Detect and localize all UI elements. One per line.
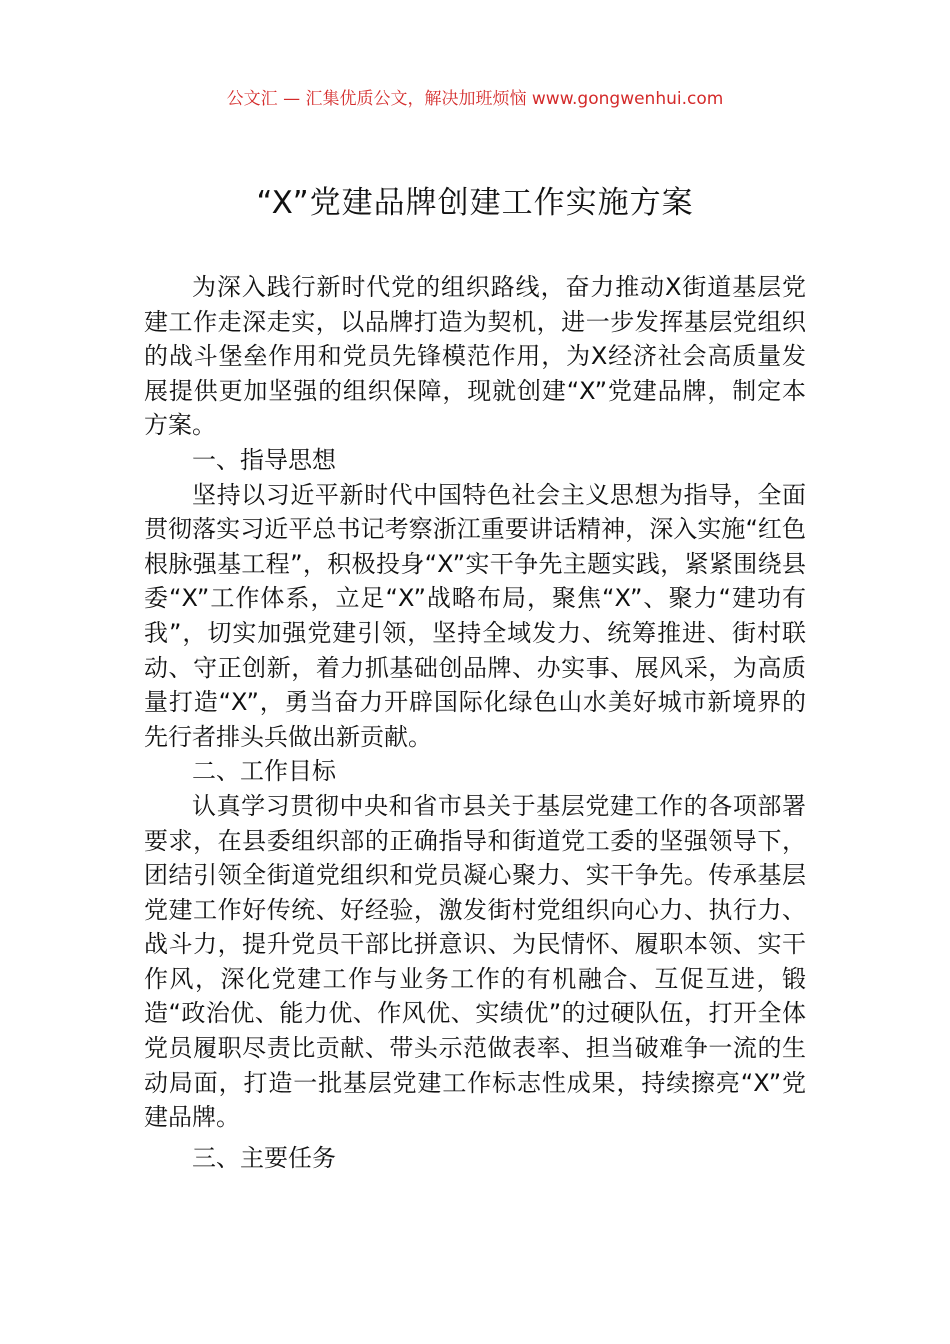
section-heading-guiding-thought: 一、指导思想 <box>192 445 336 474</box>
section-heading-main-tasks: 三、主要任务 <box>192 1143 336 1172</box>
document-body <box>144 270 806 1175</box>
work-goals-paragraph: 认真学习贯彻中央和省市县关于基层党建工作的各项部署要求，在县委组织部的正确指导和街道党工委的坚强领导下，团结引领全街道党组织和党员凝心聚力、实干争先。传承基层党建工作好传统、好经验，激发街村党组织向心力、执行力、战斗力，提升党员干部比拼意识、为民情怀、履职本领、实干作风，深化党建工作与业务工作的有机融合、互促互进，锻造“政治优、能力优、作风优、实绩优”的过硬队伍，打开全体党员履职尽责比贡献、带头示范做表率、担当破难争一流的生动局面，打造一批基层党建工作标志性成果，持续擦亮“X”党建品牌。 <box>144 791 806 1132</box>
guiding-thought-paragraph: 坚持以习近平新时代中国特色社会主义思想为指导，全面贯彻落实习近平总书记考察浙江重要讲话精神，深入实施“红色根脉强基工程”，积极投身“X”实干争先主题实践，紧紧围绕县委“X”工作体系，立足“X”战略布局，聚焦“X”、聚力“建功有我”，切实加强党建引领，坚持全域发力、统筹推进、街村联动、守正创新，着力抓基础创品牌、办实事、展风采，为高质量打造“X”，勇当奋力开辟国际化绿色山水美好城市新境界的先行者排头兵做出新贡献。 <box>144 480 806 751</box>
document-title: “X”党建品牌创建工作实施方案 <box>256 185 694 221</box>
site-banner: 公文汇 — 汇集优质公文，解决加班烦恼 www.gongwenhui.com <box>226 89 724 109</box>
intro-paragraph: 为深入践行新时代党的组织路线，奋力推动X街道基层党建工作走深走实，以品牌打造为契机，进一步发挥基层党组织的战斗堡垒作用和党员先锋模范作用，为X经济社会高质量发展提供更加坚强的组织保障，现就创建“X”党建品牌，制定本方案。 <box>144 273 806 440</box>
section-heading-work-goals: 二、工作目标 <box>192 757 336 786</box>
